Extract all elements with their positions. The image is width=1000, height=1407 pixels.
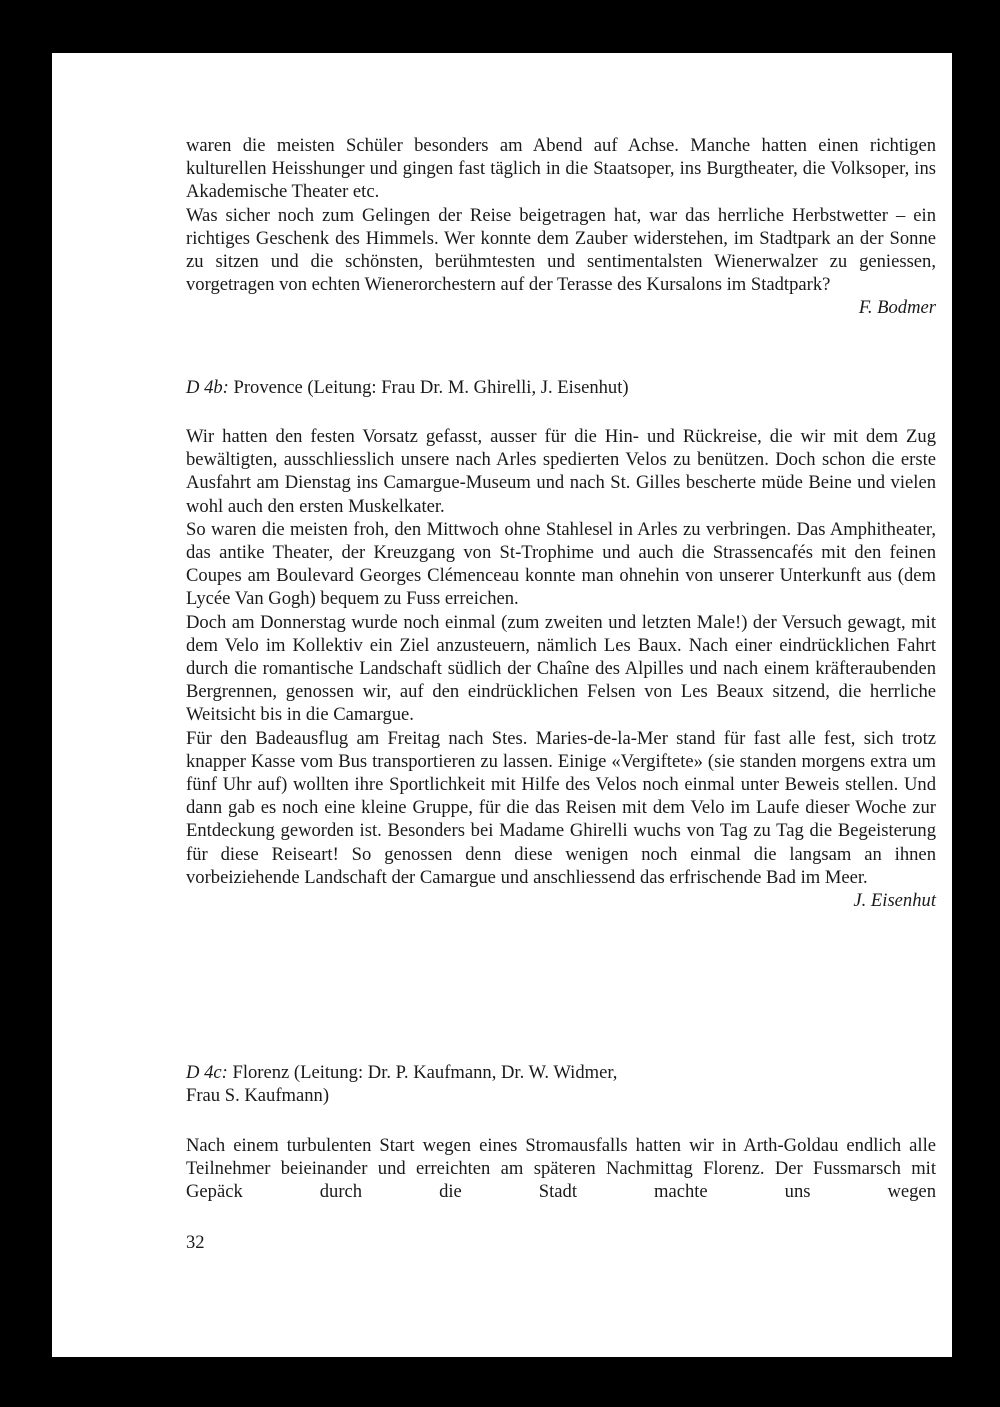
section-4b-body: [186, 425, 936, 912]
document-page: [52, 53, 952, 1357]
section-4c-paragraph-1: Nach einem turbulenten Start wegen eines Stromausfalls hatten wir in Arth-Goldau endlich alle Teilnehmer beieinander und erreichten am späteren Nachmittag Florenz. Der Fussmarsch mit Gepäck durch die Stadt machte uns wegen: [186, 1135, 936, 1203]
section-4c-title-line1: Florenz (Leitung: Dr. P. Kaufmann, Dr. W. Widmer,: [227, 1062, 618, 1083]
section-4c-heading: [186, 1061, 936, 1107]
intro-block: [186, 134, 936, 320]
section-4c-code: D 4c:: [186, 1062, 228, 1083]
section-4b-paragraph-2: So waren die meisten froh, den Mittwoch ohne Stahlesel in Arles zu verbringen. Das Amphitheater, das antike Theater, der Kreuzgang von St-Trophime und auch die Strassencafés mit den feinen Coupes am Boulevard Georges Clémenceau konnte man ohnehin von unserer Unterkunft aus (dem Lycée Van Gogh) bequem zu Fuss erreichen.: [186, 518, 936, 610]
signature-bodmer: F. Bodmer: [858, 297, 936, 319]
intro-paragraph-1: waren die meisten Schüler besonders am Abend auf Achse. Manche hatten einen richtigen kulturellen Heisshunger und gingen fast täglich in die Staatsoper, ins Burgtheater, die Volksoper, ins Akademische Theater etc.: [186, 135, 936, 203]
section-4b-paragraph-4: Für den Badeausflug am Freitag nach Stes. Maries-de-la-Mer stand für fast alle fest, sich trotz knapper Kasse vom Bus transportieren zu lassen. Einige «Vergiftete» (sie standen morgens extra um fünf Uhr auf) wollten ihre Sportlichkeit mit Hilfe des Velos noch einmal unter Beweis stellen. Und dann gab es noch eine kleine Gruppe, für die das Reisen mit dem Velo im Laufe dieser Woche zur Entdeckung geworden ist. Besonders bei Madame Ghirelli wuchs von Tag zu Tag die Begeisterung für diese Reiseart! So genossen denn diese wenigen noch einmal die langsam an ihnen vorbeiziehende Landschaft der Camargue und anschliessend das erfrischende Bad im Meer.: [186, 727, 936, 888]
section-4c-body: [186, 1134, 936, 1204]
section-4b-paragraph-1: Wir hatten den festen Vorsatz gefasst, ausser für die Hin- und Rückreise, die wir mit dem Zug bewältigten, ausschliesslich unsere nach Arles spedierten Velos zu benützen. Doch schon die erste Ausfahrt am Dienstag ins Camargue-Museum und nach St. Gilles bescherte müde Beine und vielen wohl auch den ersten Muskelkater.: [186, 426, 936, 517]
intro-paragraph-2: Was sicher noch zum Gelingen der Reise beigetragen hat, war das herrliche Herbstwetter – ein richtiges Geschenk des Himmels. Wer konnte dem Zauber widerstehen, im Stadtpark an der Sonne zu sitzen und die schönsten, berühmtesten und sentimentalsten Wienerwalzer zu geniessen, vorgetragen von echten Wienerorchestern auf der Terasse des Kursalons im Stadtpark?: [186, 204, 936, 296]
section-4b-title: Provence (Leitung: Frau Dr. M. Ghirelli, J. Eisenhut): [228, 377, 629, 398]
section-4c-title-line2: Frau S. Kaufmann): [186, 1085, 330, 1107]
section-4b-block: [186, 376, 936, 399]
signature-eisenhut: J. Eisenhut: [853, 890, 936, 912]
page-number: 32: [186, 1232, 205, 1253]
section-4b-heading: [186, 376, 936, 399]
section-4b-code: D 4b:: [186, 377, 229, 398]
section-4c-block: [186, 1061, 936, 1107]
section-4b-paragraph-3: Doch am Donnerstag wurde noch einmal (zum zweiten und letzten Male!) der Versuch gewagt, mit dem Velo im Kollektiv ein Ziel anzusteuern, nämlich Les Baux. Nach einer eindrücklichen Fahrt durch die romantische Landschaft südlich der Chaîne des Alpilles und nach einem kräfteraubenden Bergrennen, genossen wir, auf den eindrücklichen Felsen von Les Beaux sitzend, die herrliche Weitsicht bis in die Camargue.: [186, 611, 936, 726]
